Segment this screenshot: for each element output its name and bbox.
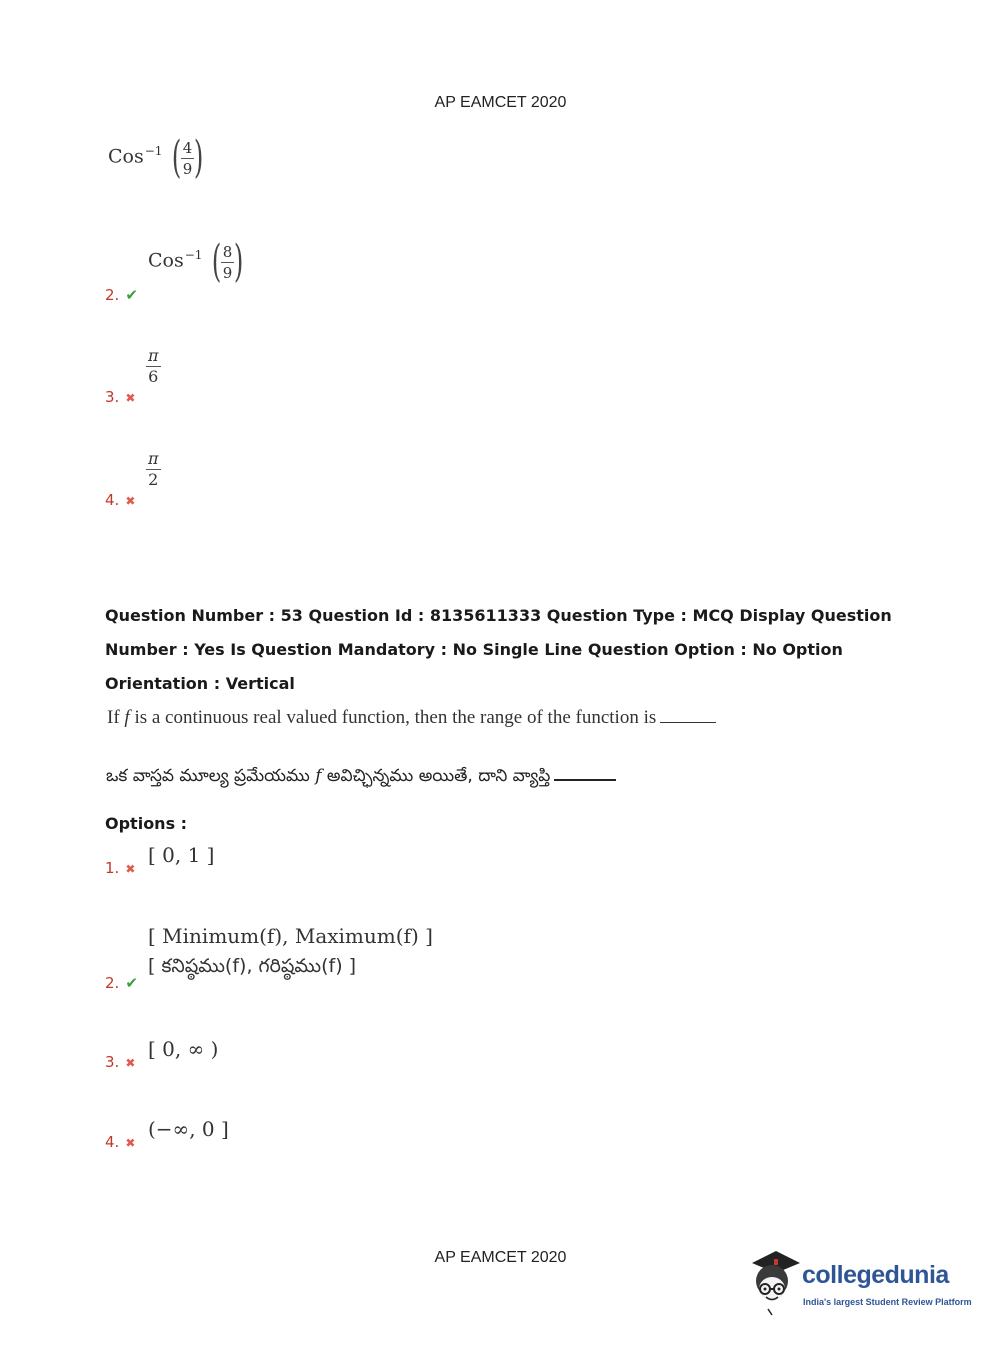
cross-icon: ✖ [125,1136,136,1150]
fn-superscript: −1 [144,143,163,158]
question-text-telugu: ఒక వాస్తవ మూల్య ప్రమేయము f అవిచ్ఛిన్నము అయితే, దాని వ్యాప్తి [106,766,616,790]
question-meta-line-3: Orientation : Vertical [105,674,295,693]
page-header: AP EAMCET 2020 [434,94,567,111]
option-4-label: 4. ✖ [105,1133,136,1151]
cross-icon: ✖ [125,494,136,508]
fraction: $\frac{\pi}{6}$ [148,346,159,386]
fn-name: Cos [108,145,144,168]
cross-icon: ✖ [125,862,136,876]
prev-option-1-formula: Cos$^{-1}$ ( $\frac{4}{9}$ ) [108,132,204,183]
fraction: $\frac{8}{9}$ [222,242,233,282]
cross-icon: ✖ [125,1056,136,1070]
prev-option-2-formula: Cos$^{-1}$ ( $\frac{8}{9}$ ) [148,236,244,287]
check-icon: ✔ [125,974,138,992]
options-label: Options : [105,814,188,833]
prev-option-3-label: 3. ✖ [105,388,136,406]
mascot-icon [744,1249,804,1319]
question-meta-line-2: Number : Yes Is Question Mandatory : No Single Line Question Option : No Option [105,640,843,659]
option-1-label: 1. ✖ [105,859,136,877]
fraction: $\frac{\pi}{2}$ [148,449,159,489]
option-1-text: [ 0, 1 ] [148,843,215,867]
option-2-text-english: [ Minimum(f), Maximum(f) ] [148,924,433,948]
option-3-text: [ 0, ∞ ) [148,1037,219,1061]
prev-option-2-label: 2. ✔ [105,286,138,304]
option-2-text-telugu: [ కనిష్ఠము(f), గరిష్ఠము(f) ] [148,955,357,977]
question-text-english: If f is a continuous real valued function, then the range of the function is [107,707,716,729]
collegedunia-logo [744,1249,974,1319]
prev-option-4-formula [150,450,157,489]
option-3-label: 3. ✖ [105,1053,136,1071]
fraction: $\frac{4}{9}$ [182,138,193,178]
logo-tagline: India's largest Student Review Platform [803,1297,972,1307]
question-meta-line-1: Question Number : 53 Question Id : 8135611333 Question Type : MCQ Display Question [105,606,892,625]
check-icon: ✔ [125,286,138,304]
prev-option-3-formula [150,347,157,386]
page-footer: AP EAMCET 2020 [434,1249,567,1266]
option-2-label: 2. ✔ [105,974,138,992]
option-4-text: (−∞, 0 ] [148,1117,229,1141]
answer-blank [554,779,616,781]
cross-icon: ✖ [125,391,136,405]
prev-option-4-label: 4. ✖ [105,491,136,509]
logo-wordmark: collegedunia [802,1261,949,1289]
answer-blank [660,722,716,723]
